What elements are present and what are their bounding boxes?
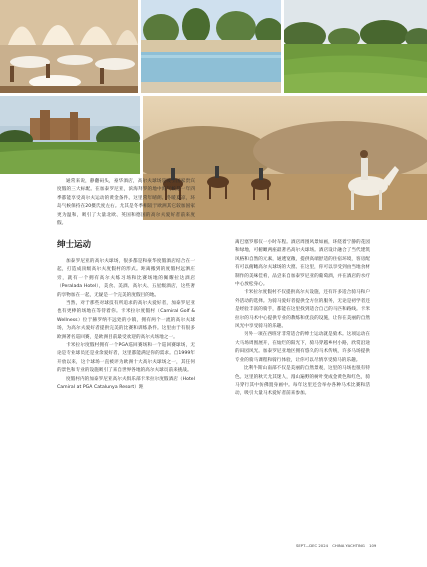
right-paragraph: 离巴塞罗那仅一小时车程。酒店周围风景如画，环绕着宁静的花园和绿地，可俯瞰两座最著名高尔夫球场。酒店设计融合了当代建筑风格和自然的元素，通透宽敞，提供高端舒适的住宿环境，客房配有可以俯瞰高尔夫球场的大窗。在这里，你可以享受到由当地食材制作的美味佳肴，品尝来自加泰罗尼亚的葡萄酒，并在酒店的水疗中心放松身心。	[235, 240, 370, 288]
left-paragraph: 当然，对于那些对球技有所追求的高尔夫爱好者，加泰罗尼亚也有更棒的场地在等待着你。卡米拉尔度假村（Camiral Golf & Wellness）位于赫罗纳不远处的小镇，拥有两个一流的高尔夫球场，为高尔夫爱好者提供完美的比赛和训练条件。这里由于有很多欧洲著名巡回赛，是欧洲目前最受欢迎的高尔夫场地之一。	[57, 301, 195, 340]
castle-hotel-photo	[0, 96, 140, 174]
right-paragraph: 卡米拉尔度假村不仅提供高尔夫设施，还有许多适合骑马和户外活动的选择。为骑马爱好者提供全方位的服务，无论是初学者还是经验丰富的骑手，都能在这里找到适合自己的马匹和路线。卡米拉尔的马术中心提供专业的教练和优良的设施，让你在美丽的自然风光中享受骑马的乐趣。	[235, 290, 370, 330]
pool-garden-photo	[141, 0, 281, 93]
right-paragraph: 比利牛斯山南部不仅是美丽的自然景观，这里的马场也很有特色。这里的秋天尤其迷人，漫山遍野的树叶变成金黄色和红色，骑马穿行其中仿佛置身画中。每年这里还会举办各种马术比赛和活动，吸引大量马术爱好者前来参加。	[235, 366, 370, 397]
page-number: 109	[369, 543, 377, 548]
intro-text	[57, 178, 195, 228]
section-heading: 绅士运动	[57, 240, 92, 250]
right-paragraph: 另外一项在西班牙非常适合的绅士运动就是骑术。这项运动在大马场周围展开，在灿烂的阳光下，骑马穿越乡村小路，欣赏沿途的田园风光。加泰罗尼亚地区拥有悠久的马术传统，许多马场提供专业的骑马课程和骑行体验，让你可以尽情享受骑马的乐趣。	[235, 332, 370, 363]
right-column	[235, 239, 370, 399]
left-paragraph: 加泰罗尼亚的高尔夫球场，很多都是和豪华度假酒店结合在一起，打造成顶级高尔夫度假村的形式。距离搬到的度假村远洒庄旁，就有一个拥有高尔夫练习场和比赛场地的佩耀拉达酒店（Peralada Hotel），美食、美酒、高尔夫、五星级酒店，这些奢的享物加在一起，无疑是一个完美的度假目的地。	[57, 259, 195, 298]
page-footer	[296, 543, 379, 548]
golf-course-photo	[284, 0, 427, 93]
left-column	[57, 258, 195, 393]
issue-date: SEPT—DEC 2024	[296, 543, 329, 548]
intro-paragraph: 通常来说，静翻码头，豪华酒店，高尔夫球场是吸引国家贵宾度假的三大标配。在加泰罗尼亚，滨海拜罗的地中海气候是一年四季都能享受高尔夫运动的黄金条件。这里常年晴朗、冬暖夏凉，环岛气候保持在20摄氏度左右。尤其是冬季相较于欧洲其它较加国家更为温和，吸引了大量北欧、英国和德国的高尔夫爱好者前来度假。	[57, 179, 195, 227]
left-paragraph: 卡米拉尔度假村拥有一个PGA巡回赛场和一个巡回赛球场，无论是专业球员还是业余爱好者，这里都能满足你的需求。自1999年开放以来，这个球场一直被评为欧洲十大高尔夫球场之一，其任何的景色和专业的设施吸引了来自世界各地的高尔夫球员前来挑战。	[57, 343, 195, 374]
left-paragraph: 度假村内的加泰罗尼亚高尔夫俱乐部卡米拉尔度假酒店（Hotel Camiral at PGA Catalunya Resort）距	[57, 376, 195, 391]
restaurant-interior-photo	[0, 0, 138, 93]
magazine-name: CHINA YACHTING	[332, 543, 365, 548]
